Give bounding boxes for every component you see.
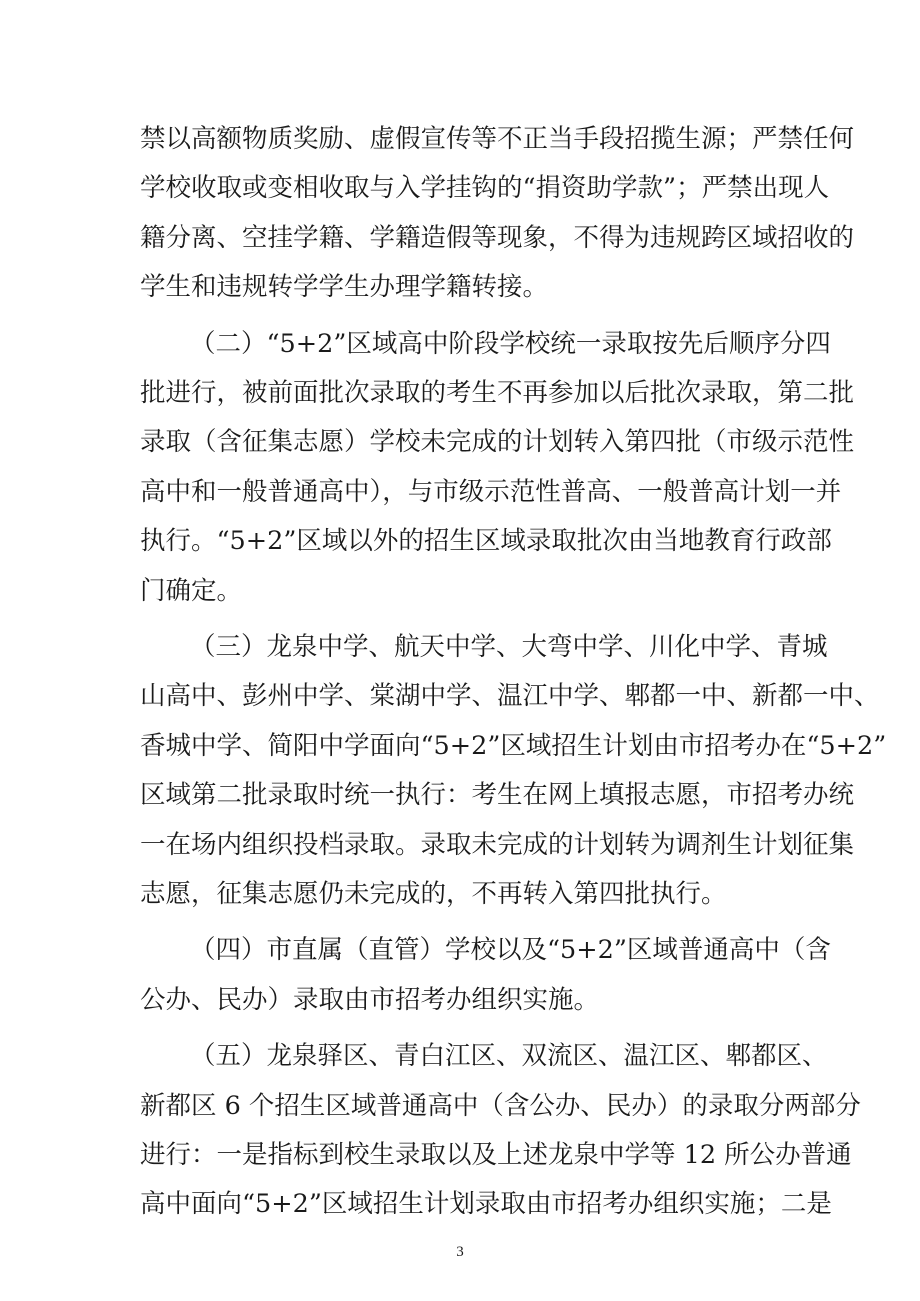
text-line: 高中和一般普通高中），与市级示范性普高、一般普高计划一并: [140, 477, 842, 507]
text-line: 进行：一是指标到校生录取以及上述龙泉中学等 12 所公办普通: [140, 1140, 852, 1170]
text-line: 学校收取或变相收取与入学挂钩的“捐资助学款”；严禁出现人: [140, 173, 830, 203]
text-line: 录取（含征集志愿）学校未完成的计划转入第四批（市级示范性: [140, 427, 855, 457]
page-number: 3: [456, 1244, 464, 1260]
paragraph-first-line: （四）市直属（直管）学校以及“5+2”区域普通高中（含: [190, 935, 831, 965]
text-line: 志愿，征集志愿仍未完成的，不再转入第四批执行。: [140, 879, 727, 909]
text-line: 籍分离、空挂学籍、学籍造假等现象，不得为违规跨区域招收的: [140, 223, 855, 253]
text-line: 禁以高额物质奖励、虚假宣传等不正当手段招揽生源；严禁任何: [140, 124, 855, 154]
text-line: 高中面向“5+2”区域招生计划录取由市招考办组织实施；二是: [140, 1189, 832, 1219]
paragraph-first-line: （三）龙泉中学、航天中学、大弯中学、川化中学、青城: [190, 632, 828, 662]
paragraph-first-line: （五）龙泉驿区、青白江区、双流区、温江区、郫都区、: [190, 1041, 828, 1071]
text-line: 香城中学、简阳中学面向“5+2”区域招生计划由市招考办在“5+2”: [140, 731, 887, 761]
paragraph-first-line: （二）“5+2”区域高中阶段学校统一录取按先后顺序分四: [190, 329, 831, 359]
text-line: 一在场内组织投档录取。录取未完成的计划转为调剂生计划征集: [140, 830, 855, 860]
text-line: 新都区 6 个招生区域普通高中（含公办、民办）的录取分两部分: [140, 1091, 861, 1121]
text-line: 区域第二批录取时统一执行：考生在网上填报志愿，市招考办统: [140, 780, 855, 810]
text-line: 学生和违规转学学生办理学籍转接。: [140, 272, 549, 302]
text-line: 批进行，被前面批次录取的考生不再参加以后批次录取，第二批: [140, 378, 855, 408]
text-line: 执行。“5+2”区域以外的招生区域录取批次由当地教育行政部: [140, 526, 832, 556]
text-line: 公办、民办）录取由市招考办组织实施。: [140, 985, 600, 1015]
text-line: 山高中、彭州中学、棠湖中学、温江中学、郫都一中、新都一中、: [140, 681, 880, 711]
text-line: 门确定。: [140, 576, 243, 606]
